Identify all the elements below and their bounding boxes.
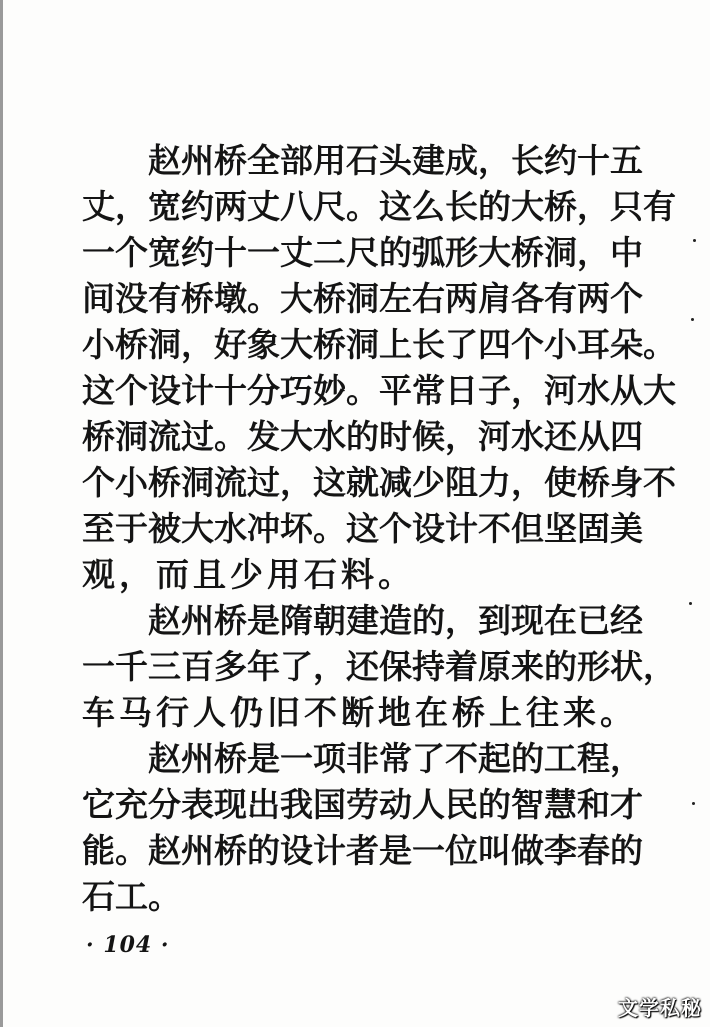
body-text — [82, 138, 676, 920]
p3-line-3: 能 。 赵 州 桥 的 设 计 者 是 一 位 叫 做 李 春 的 — [82, 831, 643, 870]
p1-line-7: 桥 洞 流 过 。 发 大 水 的 时 候 ， 河 水 还 从 四 — [82, 417, 643, 456]
p2-line-1: 赵 州 桥 是 隋 朝 建 造 的 ， 到 现 在 已 经 — [148, 601, 643, 640]
p3-line-4: 石工。 — [82, 877, 181, 916]
page-edge — [0, 0, 3, 1027]
p3-line-1: 赵 州 桥 是 一 项 非 常 了 不 起 的 工 程 ， — [148, 739, 643, 778]
p1-line-2: 丈 ， 宽 约 两 丈 八 尺 。 这 么 长 的 大 桥 ， 只 有 — [82, 187, 676, 226]
page-number: · 104 · — [86, 932, 170, 958]
p1-line-6: 这 个 设 计 十 分 巧 妙 。 平 常 日 子 ， 河 水 从 大 — [82, 371, 676, 410]
p3-line-2: 它 充 分 表 现 出 我 国 劳 动 人 民 的 智 慧 和 才 — [82, 785, 643, 824]
scan-speck — [691, 318, 694, 321]
p2-line-2: 一 千 三 百 多 年 了 ， 还 保 持 着 原 来 的 形 状 ， — [82, 647, 676, 686]
p1-line-4: 间 没 有 桥 墩 。 大 桥 洞 左 右 两 肩 各 有 两 个 — [82, 279, 643, 318]
p1-line-1: 赵 州 桥 全 部 用 石 头 建 成 ， 长 约 十 五 — [148, 141, 643, 180]
scan-speck — [689, 602, 692, 605]
p1-line-10: 观，而且少用石料。 — [82, 555, 415, 594]
p1-line-9: 至 于 被 大 水 冲 坏 。 这 个 设 计 不 但 坚 固 美 — [82, 509, 643, 548]
watermark: 文学私秘 — [618, 996, 702, 1020]
p1-line-3: 一 个 宽 约 十 一 丈 二 尺 的 弧 形 大 桥 洞 ， 中 — [82, 233, 643, 272]
p1-line-5: 小 桥 洞 ， 好 象 大 桥 洞 上 长 了 四 个 小 耳 朵 。 — [82, 325, 676, 364]
scan-speck — [693, 239, 696, 242]
scan-speck — [692, 802, 695, 805]
p2-line-3: 车马行人仍旧不断地在桥上往来。 — [82, 693, 637, 732]
p1-line-8: 个 小 桥 洞 流 过 ， 这 就 减 少 阻 力 ， 使 桥 身 不 — [82, 463, 676, 502]
